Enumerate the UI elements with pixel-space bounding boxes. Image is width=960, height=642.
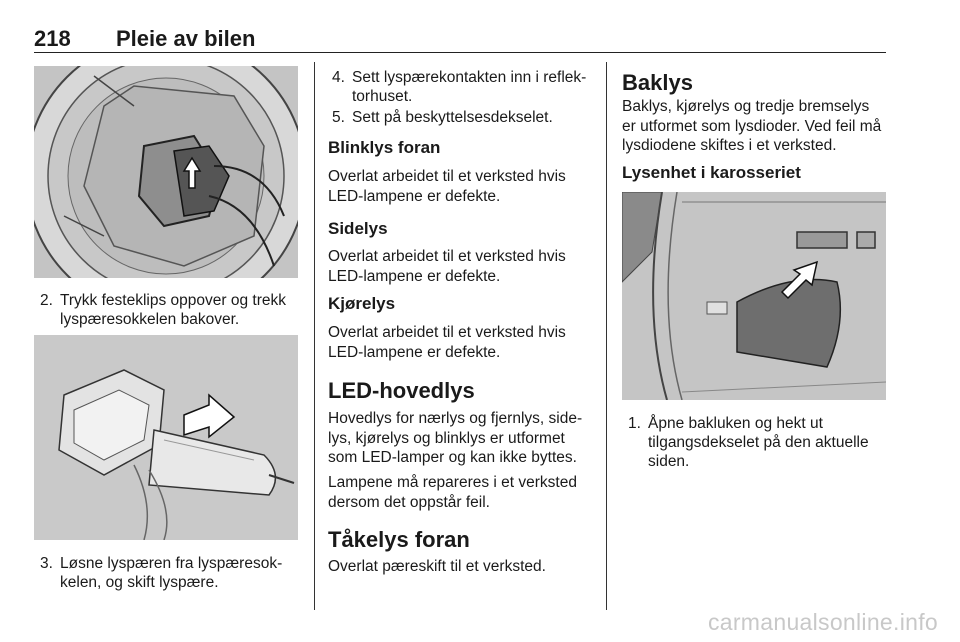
page-number: 218	[34, 26, 71, 51]
paragraph-baklys: Baklys, kjørelys og tredje bremselys er utformet som lysdioder. Ved feil må lysdiodene skiftes i et verksted.	[622, 98, 882, 154]
section-heading-lysenhet: Lysenhet i karosseriet	[622, 163, 801, 182]
section-heading-led-hovedlys: LED-hovedlys	[328, 378, 475, 403]
section-heading-baklys: Baklys	[622, 70, 693, 95]
step-text: Åpne bakluken og hekt ut tilgangsdekselet på den aktuelle siden.	[648, 415, 869, 470]
paragraph-takelys: Overlat pæreskift til et verksted.	[328, 558, 546, 575]
step-text: Trykk festeklips oppover og trekk lyspæresokkelen bakover.	[60, 292, 286, 328]
page-header	[34, 26, 886, 53]
step-text: Løsne lyspæren fra lyspæresok- kelen, og skift lyspære.	[60, 555, 283, 591]
trunk-access-cover-illustration	[622, 192, 886, 400]
paragraph-sidelys: Overlat arbeidet til et verksted hvis LED-lampene er defekte.	[328, 248, 566, 285]
watermark: carmanualsonline.info	[707, 609, 938, 635]
step-number: 4.	[332, 69, 345, 86]
halogen-bulb-illustration	[34, 335, 298, 540]
paragraph-led-hovedlys: Hovedlys for nærlys og fjernlys, side- lys, kjørelys og blinklys er utformet som LED-lamper og kan ikke byttes.	[328, 410, 583, 466]
paragraph-kjorelys: Overlat arbeidet til et verksted hvis LED-lampene er defekte.	[328, 324, 566, 361]
step-text: Sett på beskyttelsesdekselet.	[352, 109, 553, 126]
chapter-title: Pleie av bilen	[116, 26, 256, 51]
section-heading-blinklys: Blinklys foran	[328, 138, 441, 157]
column-divider	[314, 62, 315, 610]
paragraph-led-repair: Lampene må repareres i et verksted dersom det oppstår feil.	[328, 474, 577, 511]
step-text: Sett lyspærekontakten inn i reflek- torhuset.	[352, 69, 587, 105]
section-heading-kjorelys: Kjørelys	[328, 294, 396, 313]
column-divider	[606, 62, 607, 610]
paragraph-blinklys: Overlat arbeidet til et verksted hvis LED-lampene er defekte.	[328, 168, 566, 205]
section-heading-takelys: Tåkelys foran	[328, 527, 470, 552]
step-number: 1.	[628, 415, 641, 432]
step-number: 2.	[40, 292, 53, 309]
step-number: 5.	[332, 109, 345, 126]
section-heading-sidelys: Sidelys	[328, 219, 388, 238]
headlamp-bulb-socket-illustration	[34, 66, 298, 278]
step-number: 3.	[40, 555, 53, 572]
